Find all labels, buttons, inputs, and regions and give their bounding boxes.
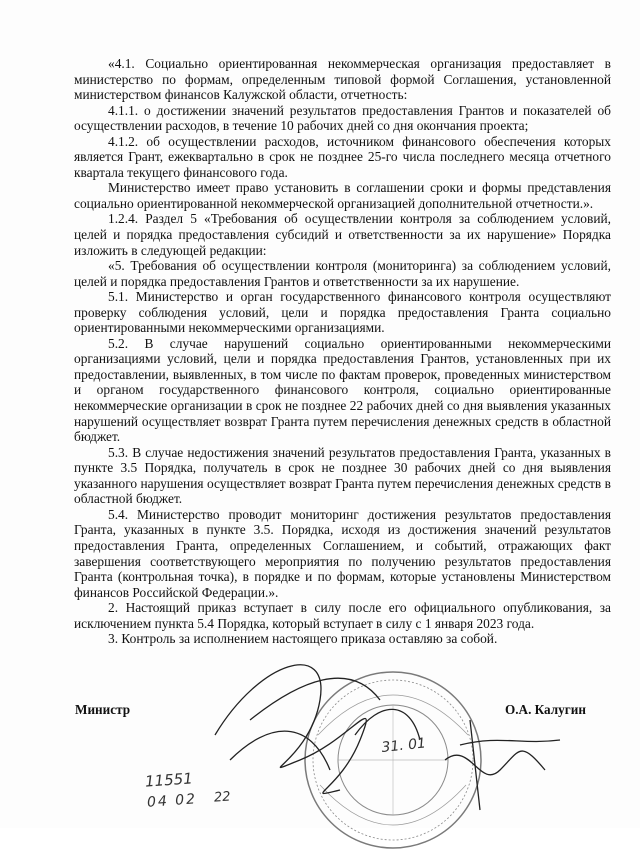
paragraph-2: 2. Настоящий приказ вступает в силу после его официального опубликования, за исключением пункта 5.4 Порядка, который вступает в силу с 1 января 2023 года. [74, 600, 611, 631]
paragraph-4-1: «4.1. Социально ориентированная некоммерческая организация предоставляет в министерство по формам, определенным типовой формой Соглашения, установленной министерством финансов Калужской области, отчетность: [74, 56, 611, 103]
paragraph-5-3: 5.3. В случае недостижения значений результатов предоставления Гранта, указанных в пункте 3.5 Порядка, получатель в срок не позднее 30 рабочих дней со дня выявления указанного нарушения осуществляет возврат Гранта путем перечисления денежных средств в областной бюджет. [74, 444, 611, 507]
paragraph-4-1-2: 4.1.2. об осуществлении расходов, источником финансового обеспечения которых является Грант, ежеквартально в срок не позднее 25-го числа последнего месяца отчетного квартала текущего финансового года. [74, 133, 611, 180]
document-body [74, 56, 611, 647]
signatory-name: О.А. Калугин [505, 702, 586, 717]
paragraph-4-1-1: 4.1.1. о достижении значений результатов предоставления Грантов и показателей об осуществлении расходов, в течение 10 рабочих дней со дня окончания проекта; [74, 102, 611, 134]
stamp-handwritten-date: 31. 01 [380, 735, 427, 756]
paragraph-3: 3. Контроль за исполнением настоящего приказа оставляю за собой. [108, 631, 498, 647]
handwritten-date-day-month [147, 791, 198, 810]
signatory-title: Министр [75, 702, 131, 717]
paragraph-section-5: «5. Требования об осуществлении контроля (мониторинга) за соблюдением условий, целей и порядка предоставления Грантов и ответственности за их нарушение. [74, 258, 611, 289]
paragraph-5-4: 5.4. Министерство проводит мониторинг достижения результатов предоставления Гранта, указанных в пункте 3.5. Порядка, исходя из достижения значений результатов предоставления Гранта, определенных Соглашением, и событий, отражающих факт завершения соответствующего мероприятия по получению результатов предоставления Гранта (контрольная точка), в порядке и по формам, которые установлены Министерством финансов Российской Федерации.». [74, 506, 611, 600]
handwritten-registration-number: 11551 [144, 769, 194, 791]
official-seal-stamp [298, 665, 488, 855]
handwritten-year: 22 [213, 789, 232, 806]
handwritten-month: 02 [174, 791, 198, 809]
handwritten-day: 04 [146, 793, 170, 811]
paragraph-1-2-4: 1.2.4. Раздел 5 «Требования об осуществлении контроля за соблюдением условий, целей и порядка предоставления субсидий и ответственности за их нарушение» Порядка изложить в следующей редакции: [74, 211, 611, 258]
paragraph-ministry-right: Министерство имеет право установить в соглашении сроки и формы представления социально ориентированной некоммерческой организацией дополнительной отчетности.». [74, 180, 611, 211]
paragraph-5-1: 5.1. Министерство и орган государственного финансового контроля осуществляют проверку соблюдения условий, цели и порядка предоставления Гранта социально ориентированными некоммерческими организациями. [74, 289, 611, 336]
paragraph-5-2: 5.2. В случае нарушений социально ориентированными некоммерческими организациями условий, цели и порядка предоставления Грантов, установленных при их предоставлении, выявленных, в том числе по фактам проверок, проведенных министерством и органом государственного финансового контроля, социально ориентированные некоммерческие организации в срок не позднее 22 рабочих дней со дня выявления указанных нарушений осуществляет возврат Гранта путем перечисления денежных средств в областной бюджет. [74, 335, 611, 445]
